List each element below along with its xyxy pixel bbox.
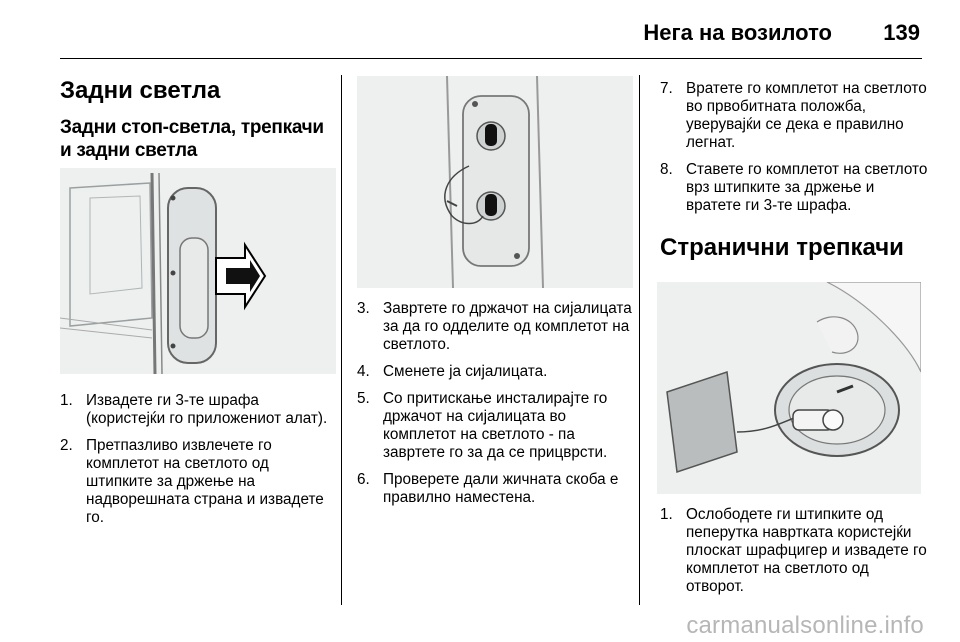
step-item: 5. Со притискање инсталирајте го држачот на сијалицата во комплетот на светлото - па завртете го за да се прицврсти.	[357, 390, 608, 461]
side-indicator-figure	[657, 282, 921, 494]
step-item: 4. Сменете ја сијалицата.	[357, 363, 548, 380]
section-heading: Задни светла	[60, 77, 221, 104]
step-item: 6. Проверете дали жичната скоба е правилно наместена.	[357, 471, 619, 506]
step-item: 1. Ослободете ги штипките од пеперутка навртката користејќи плоскат шрафцигер и извадете го комплетот на светлото од отворот.	[660, 506, 927, 595]
step-item: 8. Ставете го комплетот на светлото врз штипките за држење и вратете ги 3-те шрафа.	[660, 161, 928, 214]
column-1	[60, 76, 332, 162]
watermark: carmanualsonline.info	[686, 612, 924, 639]
bulb-holder-figure	[357, 76, 633, 288]
column-3-steps	[660, 506, 930, 605]
column-3	[660, 80, 930, 263]
page-header	[0, 0, 960, 60]
column-divider-1	[341, 75, 342, 605]
header-title: Нега на возилото	[643, 20, 832, 45]
step-list	[60, 392, 336, 527]
step-item: 1. Извадете ги 3-те шрафа (користејќи го приложениот алат).	[60, 392, 328, 427]
step-item: 7. Вратете го комплетот на светлото во првобитната положба, уверувајќи се дека е правилно легнат.	[660, 80, 927, 151]
step-item: 3. Завртете го држачот на сијалицата за да го одделите од комплетот на светлото.	[357, 300, 632, 353]
column-1-steps	[60, 392, 336, 536]
rear-light-illustration	[60, 168, 336, 374]
bulb-holder-illustration	[357, 76, 633, 288]
page-number: 139	[883, 20, 920, 45]
step-list	[660, 506, 930, 596]
step-item: 2. Претпазливо извлечете го комплетот на светлото од штипките за држење на надворешната страна и извадете го.	[60, 437, 324, 526]
step-list	[660, 80, 930, 215]
rear-light-figure	[60, 168, 336, 374]
step-list	[357, 300, 633, 507]
header-rule	[60, 58, 922, 59]
side-indicator-illustration	[657, 282, 921, 494]
column-2-steps	[357, 300, 633, 516]
column-divider-2	[639, 75, 640, 605]
section-subheading: Задни стоп-светла, трепкачи и задни светла	[60, 117, 324, 161]
section-heading: Странични трепкачи	[660, 234, 904, 261]
